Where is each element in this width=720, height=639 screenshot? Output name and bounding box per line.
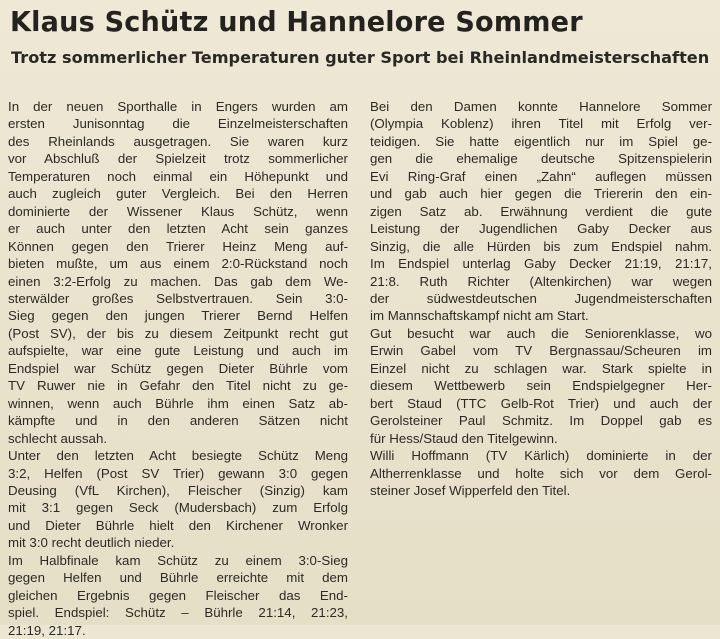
article-line: 21:8. Ruth Richter (Altenkirchen) war wegen [370,273,712,289]
article-line: steiner Josef Wipperfeld den Titel. [370,482,571,498]
article-line: gleichen Ergebnis gegen Fleischer das End- [8,587,348,603]
article-line: Gerolsteiner Paul Schmitz. Im Doppel gab es [370,413,712,429]
article-column-left [8,98,348,639]
article-line: Endspiel war Schütz gegen Dieter Bührle vom [8,360,348,376]
article-line: (Post SV), der bis zu diesem Zeitpunkt recht gut [8,325,348,341]
article-column-right [370,98,712,499]
article-line: Bei den Damen konnte Hannelore Sommer [370,99,712,114]
article-line: er auch unter den letzten Acht sein ganzes [8,221,348,237]
article-line: aufspielte, war eine gute Leistung und auch im [8,343,348,359]
article-line: winnen, wenn auch Bührle ihm einen Satz ab- [8,395,348,411]
headline: Klaus Schütz und Hannelore Sommer [10,6,583,38]
article-line: Im Endspiel unterlag Gaby Decker 21:19, 21:17, [370,256,712,272]
article-line: im Mannschaftskampf nicht am Start. [370,308,589,324]
article-line: Willi Hoffmann (TV Kärlich) dominierte in der [370,448,712,464]
article-line: Einzel nicht zu schlagen war. Stark spielte in [370,360,712,376]
article-line: Altherrenklasse und holte sich vor dem Gerol- [370,465,712,481]
article-line: (Olympia Koblenz) ihren Titel mit Erfolg ver- [370,116,712,132]
article-line: Deusing (VfL Kirchen), Fleischer (Sinzig) kam [8,482,348,498]
article-line: ersten Junisonntag die Einzelmeisterschaften [8,116,348,132]
article-line: TV Ruwer nie in Gefahr den Titel nicht zu ge- [8,378,348,394]
article-line: teidigen. Sie hatte eigentlich nur im Spiel ge- [370,133,712,149]
article-line: vor Abschluß der Spielzeit trotz sommerlicher [8,151,348,167]
article-line: Gut besucht war auch die Seniorenklasse, wo [370,325,712,341]
article-line: Sinzig, die alle Hürden bis zum Endspiel nahm. [370,238,712,254]
article-line: für Hess/Staud den Titelgewinn. [370,430,558,446]
article-line: zigen Satz ab. Erwähnung verdient die gute [370,203,712,219]
article-line: mit 3:0 recht deutlich nieder. [8,535,175,551]
article-line: auch zugleich guter Vergleich. Bei den Herren [8,186,348,202]
article-line: der südwestdeutschen Jugendmeisterschaften [370,290,712,306]
article-line: spiel. Endspiel: Schütz – Bührle 21:14, 21:23, [8,605,348,621]
article-line: Temperaturen noch einmal ein Höhepunkt und [8,168,348,184]
article-line: diesem Wettbewerb sein Endspielgegner Her- [370,378,712,394]
article-line: und Dieter Bührle hielt den Kirchener Wronker [8,517,348,533]
article-line: sterwälder großes Selbstvertrauen. Sein 3:0- [8,290,348,306]
subheadline: Trotz sommerlicher Temperaturen guter Sport bei Rheinlandmeisterschaften [11,48,710,67]
article-line: Sieg gegen den jungen Trierer Bernd Helfen [8,308,348,324]
article-line: Können gegen den Trierer Heinz Meng auf- [8,238,348,254]
article-line: gegen Helfen und Bührle erreichte mit dem [8,570,348,586]
article-line: kämpfte und in den anderen Sätzen nicht [8,413,348,429]
article-line: Im Halbfinale kam Schütz zu einem 3:0-Sieg [8,552,348,568]
article-line: gen die ehemalige deutsche Spitzenspielerin [370,151,712,167]
article-line: 21:19, 21:17. [8,622,86,638]
article-line: dominierte der Wissener Klaus Schütz, wenn [8,203,348,219]
article-line: schlecht aussah. [8,430,108,446]
article-line: Leistung der Jugendlichen Gaby Decker aus [370,221,712,237]
article-line: Unter den letzten Acht besiegte Schütz Meng [8,448,348,464]
article-line: Evi Ring-Graf einen „Zahn“ auflegen müssen [370,168,712,184]
article-line: In der neuen Sporthalle in Engers wurden am [8,99,348,114]
article-line: 3:2, Helfen (Post SV Trier) gewann 3:0 gegen [8,465,348,481]
article-line: Erwin Gabel vom TV Bergnassau/Scheuren im [370,343,712,359]
article-line: des Rheinlands ausgetragen. Sie waren kurz [8,133,348,149]
article-line: mit 3:1 gegen Seck (Mudersbach) zum Erfolg [8,500,348,516]
article-line: bieten mußte, um aus einem 2:0-Rückstand noch [8,256,348,272]
article-line: einen 3:2-Erfolg zu machen. Das gab dem We- [8,273,348,289]
article-line: und gab auch hier gegen die Triererin den ein- [370,186,712,202]
article-line: bert Staud (TTC Gelb-Rot Trier) und auch der [370,395,712,411]
